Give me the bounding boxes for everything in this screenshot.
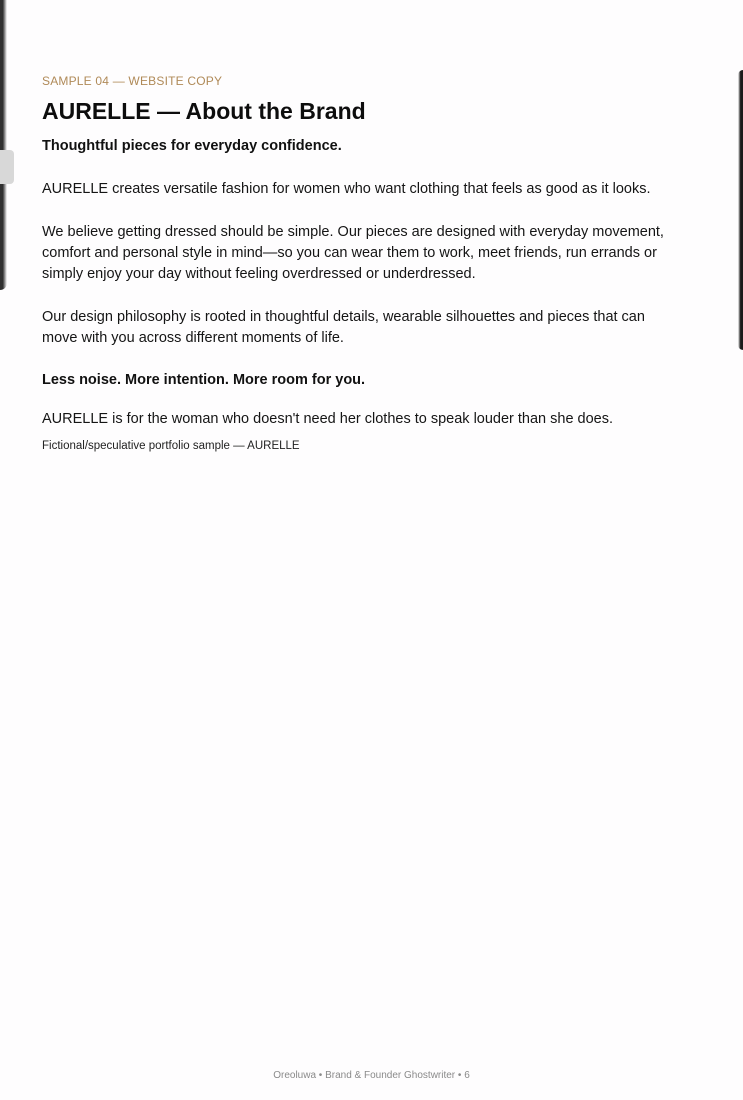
paragraph-philosophy: Our design philosophy is rooted in thoughtful details, wearable silhouettes and pieces that can move with you across different moments of life. bbox=[42, 309, 645, 346]
left-edge-tab bbox=[0, 150, 14, 184]
disclaimer-note: Fictional/speculative portfolio sample — AURELLE bbox=[42, 440, 300, 452]
paragraph-intro: AURELLE creates versatile fashion for women who want clothing that feels as good as it looks. bbox=[42, 181, 651, 197]
paragraph-belief: We believe getting dressed should be simple. Our pieces are designed with everyday movement, comfort and personal style in mind—so you can wear them to work, meet friends, run errands or simply enjoy your day without feeling overdressed or underdressed. bbox=[42, 224, 664, 282]
paragraph-closing: AURELLE is for the woman who doesn't need her clothes to speak louder than she does. bbox=[42, 411, 614, 427]
page-footer: Oreoluwa • Brand & Founder Ghostwriter • 6 bbox=[273, 1070, 470, 1081]
brand-callout: Less noise. More intention. More room for you. bbox=[42, 372, 366, 388]
page-content bbox=[42, 74, 672, 453]
page-title: AURELLE — About the Brand bbox=[42, 98, 366, 124]
brand-tagline: Thoughtful pieces for everyday confidence. bbox=[42, 138, 342, 154]
left-edge-shadow bbox=[0, 0, 7, 290]
section-eyebrow: SAMPLE 04 — WEBSITE COPY bbox=[42, 74, 223, 88]
right-edge-shadow bbox=[738, 70, 743, 350]
